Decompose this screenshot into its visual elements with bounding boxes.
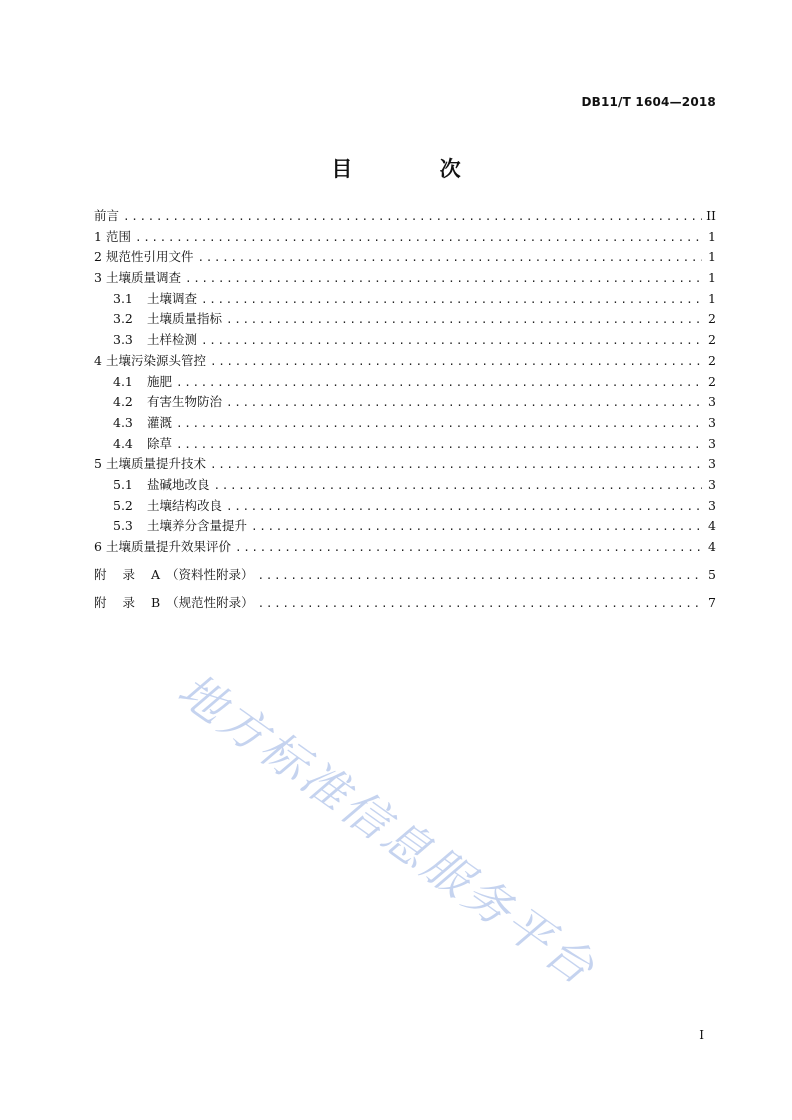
toc-entry-label xyxy=(113,496,222,517)
toc-entry-label xyxy=(94,351,206,372)
toc-page-number: II xyxy=(706,208,716,223)
toc-entry-text: 土壤质量指标 xyxy=(147,311,223,327)
toc-entry-label xyxy=(113,309,222,330)
toc-entry-text: 有害生物防治 xyxy=(147,394,223,410)
toc-page-number: 3 xyxy=(708,497,716,513)
toc-subentry[interactable] xyxy=(94,289,716,310)
toc-entry-number: 6 xyxy=(94,539,102,554)
toc-page-number: 1 xyxy=(708,228,716,244)
dot-leader xyxy=(258,562,703,590)
watermark: 地方标准信息服务平台 xyxy=(168,662,607,997)
dot-leader xyxy=(201,290,702,311)
toc-entry-number: 3.3 xyxy=(113,332,133,348)
toc-page-number: 1 xyxy=(708,270,716,286)
dot-leader xyxy=(210,352,702,373)
toc-entry-text: 规范性引用文件 xyxy=(105,249,194,265)
toc-entry-text: 除草 xyxy=(147,435,173,451)
toc-entry-text: 前言 xyxy=(94,208,120,223)
toc-entry[interactable] xyxy=(94,268,716,289)
toc-subentry[interactable] xyxy=(94,475,716,496)
dot-leader xyxy=(201,331,702,352)
toc-page-number: 5 xyxy=(708,566,716,582)
toc-entry-label xyxy=(94,268,181,289)
toc-entry-text: 土壤污染源头管控 xyxy=(105,352,206,368)
toc-page-number: 3 xyxy=(708,414,716,430)
toc-entry-label xyxy=(113,516,247,537)
toc-entry-text: 施肥 xyxy=(147,373,173,389)
table-of-contents xyxy=(94,206,716,617)
toc-entry-label xyxy=(94,227,131,248)
toc-entry-label xyxy=(113,330,197,351)
dot-leader xyxy=(258,590,702,618)
toc-subentry[interactable] xyxy=(94,372,716,393)
dot-leader xyxy=(176,373,702,394)
toc-page-number: 2 xyxy=(708,373,716,389)
standard-code: DB11/T 1604—2018 xyxy=(581,95,716,109)
dot-leader xyxy=(176,414,702,435)
toc-entry-text: 土壤质量提升技术 xyxy=(105,456,206,472)
dot-leader xyxy=(226,497,702,518)
toc-entry-number: 4.3 xyxy=(113,414,133,430)
page-number: I xyxy=(699,1028,704,1042)
toc-entry-text: 土壤质量提升效果评价 xyxy=(105,539,231,554)
toc-page-number: 1 xyxy=(708,290,716,306)
toc-page-number: 2 xyxy=(708,311,716,327)
toc-entry-number: 3.1 xyxy=(113,290,133,306)
toc-entry-number: 4.2 xyxy=(113,394,133,410)
dot-leader xyxy=(251,517,702,538)
toc-entry-label xyxy=(113,289,197,310)
toc-subentry[interactable] xyxy=(94,309,716,330)
toc-entry-text: 土壤调查 xyxy=(147,290,198,306)
toc-entry-number: 5.3 xyxy=(113,518,133,534)
toc-page-number: 2 xyxy=(708,332,716,348)
appendix-label-group xyxy=(94,589,254,617)
toc-page-number: 3 xyxy=(708,394,716,410)
dot-leader xyxy=(197,248,702,269)
toc-entry-number: 5 xyxy=(94,456,102,472)
toc-subentry[interactable] xyxy=(94,330,716,351)
toc-entry-label xyxy=(113,434,172,455)
toc-page-number: 4 xyxy=(708,539,716,554)
appendix-note: （规范性附录） xyxy=(166,594,254,610)
toc-entry-label xyxy=(94,537,231,558)
toc-page-number: 1 xyxy=(708,249,716,265)
toc-entry[interactable] xyxy=(94,454,716,475)
toc-entry-number: 4.4 xyxy=(113,435,133,451)
dot-leader xyxy=(226,393,702,414)
toc-entry-number: 2 xyxy=(94,249,102,265)
toc-entry[interactable] xyxy=(94,247,716,268)
dot-leader xyxy=(185,269,702,290)
dot-leader xyxy=(176,435,702,456)
toc-appendix-entry[interactable] xyxy=(94,589,716,617)
toc-entry-number: 3.2 xyxy=(113,311,133,327)
toc-page-number: 4 xyxy=(708,518,716,534)
toc-entry-label xyxy=(113,392,222,413)
toc-entry-text: 土壤质量调查 xyxy=(105,270,181,286)
toc-entry-text: 灌溉 xyxy=(147,414,173,430)
toc-entry[interactable] xyxy=(94,351,716,372)
toc-subentry[interactable] xyxy=(94,413,716,434)
toc-subentry[interactable] xyxy=(94,516,716,537)
dot-leader xyxy=(135,228,702,249)
toc-page-number: 7 xyxy=(708,594,716,610)
dot-leader xyxy=(123,207,702,228)
page-title: 目 次 xyxy=(331,157,501,181)
appendix-label: 附 录 A xyxy=(94,566,166,582)
toc-entry-text: 盐碱地改良 xyxy=(147,476,210,492)
toc-entry-label xyxy=(94,454,206,475)
dot-leader xyxy=(214,476,702,497)
appendix-label-group xyxy=(94,561,254,589)
toc-page-number: 3 xyxy=(708,456,716,472)
dot-leader xyxy=(210,455,702,476)
toc-entry-number: 3 xyxy=(94,270,102,286)
appendix-label: 附 录 B xyxy=(94,594,167,610)
toc-entry-text: 土样检测 xyxy=(147,332,198,348)
toc-entry-label xyxy=(113,475,210,496)
toc-entry-number: 1 xyxy=(94,228,102,244)
toc-entry-text: 土壤结构改良 xyxy=(147,497,223,513)
toc-subentry[interactable] xyxy=(94,434,716,455)
toc-entry-text: 范围 xyxy=(105,228,131,244)
toc-subentry[interactable] xyxy=(94,392,716,413)
toc-entry-label xyxy=(113,413,172,434)
toc-entry-number: 5.2 xyxy=(113,497,133,513)
appendix-note: （资料性附录） xyxy=(165,566,254,582)
toc-subentry[interactable] xyxy=(94,496,716,517)
toc-page-number: 3 xyxy=(708,435,716,451)
dot-leader xyxy=(235,538,702,559)
toc-appendix-entry[interactable] xyxy=(94,561,716,589)
toc-entry-label xyxy=(113,372,172,393)
toc-entry[interactable] xyxy=(94,206,716,227)
toc-entry-number: 5.1 xyxy=(113,476,133,492)
toc-page-number: 3 xyxy=(708,476,716,492)
toc-entry-label xyxy=(94,206,119,227)
toc-entry[interactable] xyxy=(94,227,716,248)
toc-entry-label xyxy=(94,247,193,268)
toc-entry-text: 土壤养分含量提升 xyxy=(147,518,248,534)
toc-entry-number: 4.1 xyxy=(113,373,133,389)
toc-entry[interactable] xyxy=(94,537,716,558)
toc-page-number: 2 xyxy=(708,352,716,368)
dot-leader xyxy=(226,310,702,331)
toc-entry-number: 4 xyxy=(94,352,102,368)
